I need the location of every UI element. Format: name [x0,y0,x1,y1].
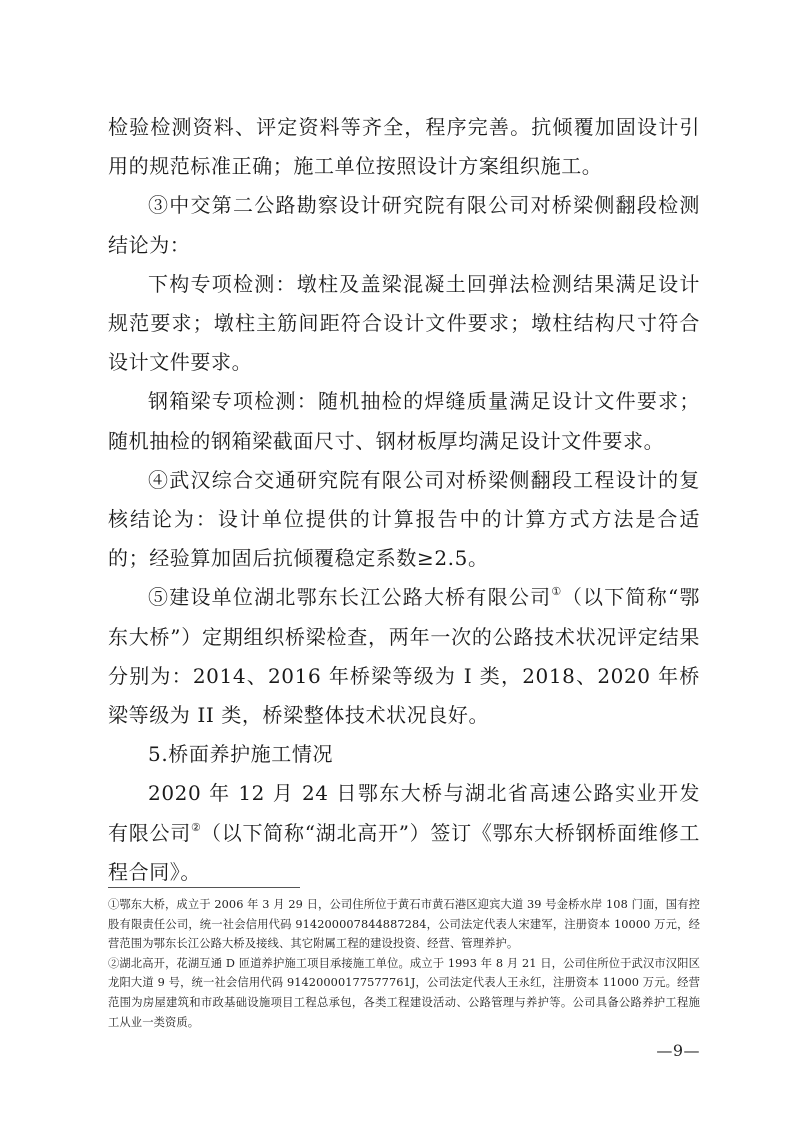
paragraph-6-after: （以下简称“鄂东大桥”）定期组织桥梁检查，两年一次的公路技术状况评定结果分别为：2014、2016 年桥梁等级为 I 类，2018、2020 年桥梁等级为 II 类，桥梁整体技术状况良好。 [108,585,700,728]
paragraph-2: ③中交第二公路勘察设计研究院有限公司对桥梁侧翻段检测结论为： [108,193,700,257]
paragraph-3: 下构专项检测：墩柱及盖梁混凝土回弹法检测结果满足设计规范要求；墩柱主筋间距符合设计文件要求；墩柱结构尺寸符合设计文件要求。 [108,271,700,375]
paragraph-1: 检验检测资料、评定资料等齐全，程序完善。抗倾覆加固设计引用的规范标准正确；施工单位按照设计方案组织施工。 [108,115,700,179]
paragraph-6 [108,578,700,735]
paragraph-6-before: ⑤建设单位湖北鄂东长江公路大桥有限公司 [148,585,552,610]
paragraph-4: 钢箱梁专项检测：随机抽检的焊缝质量满足设计文件要求；随机抽检的钢箱梁截面尺寸、钢材板厚均满足设计文件要求。 [108,389,700,453]
footnote-2: ②湖北高开，花湖互通 D 匝道养护施工项目承接施工单位。成立于 1993 年 8 月 21 日，公司住所位于武汉市汉阳区龙阳大道 9 号，统一社会信用代码 91420000177577761J，公司法定代表人王永红，注册资本 11000 万元。经营范围为房屋建筑和市政基础设施项目工程总承包，各类工程建设活动、公路管理与养护等。公司具备公路养护工程施工从业一类资质。 [108,956,700,1029]
paragraph-5: ④武汉综合交通研究院有限公司对桥梁侧翻段工程设计的复核结论为：设计单位提供的计算报告中的计算方式方法是合适的；经验算加固后抗倾覆稳定系数≥2.5。 [108,467,700,571]
footnotes [108,895,700,1032]
footnote-ref-1: ① [551,585,562,599]
page-number: —9— [656,1041,700,1060]
paragraph-8 [108,774,700,892]
footnote-ref-2: ② [191,820,202,834]
paragraph-8-after: （以下简称“湖北高开”）签订《鄂东大桥钢桥面维修工程合同》。 [108,820,700,884]
footnote-1: ①鄂东大桥，成立于 2006 年 3 月 29 日，公司住所位于黄石市黄石港区迎宾大道 39 号金桥水岸 108 门面，国有控股有限责任公司，统一社会信用代码 914200007844887284，公司法定代表人宋建军，注册资本 10000 万元，经营范围为鄂东长江公路大桥及接线、其它附属工程的建设投资、经营、管理养护。 [108,898,700,951]
paragraph-8-before: 2020 年 12 月 24 日鄂东大桥与湖北省高速公路实业开发有限公司 [108,781,700,845]
footnote-divider [108,887,300,888]
section-heading: 5.桥面养护施工情况 [148,742,334,767]
body-text [108,108,700,892]
